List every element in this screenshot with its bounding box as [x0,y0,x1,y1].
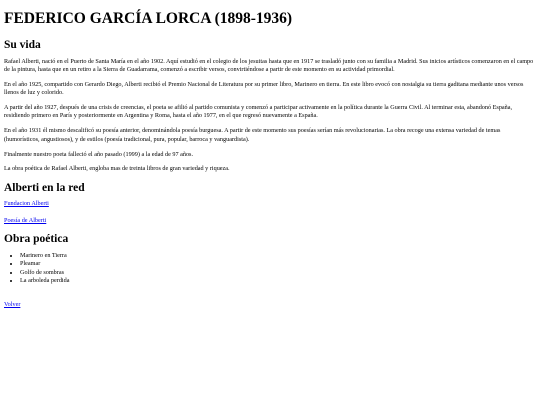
link-poesia-de-alberti[interactable]: Poesía de Alberti [4,216,47,224]
works-list [4,252,536,285]
paragraph-birth: Rafael Alberti, nació en el Puerto de Santa María en el año 1902. Aquí estudió en el colegio de los jesuitas hasta que en 1917 se trasladó junto con su familia a Madrid. Sus inicios artísticos comenzaron en el campo de la pintura, hasta que en un retiro a la Sierra de Guadarrama, comenzó a escribir versos, convirtiéndose a partir de este momento en su actividad primordial. [4,57,534,74]
link-fundacion-alberti[interactable]: Fundacion Alberti [4,200,49,208]
heading-obra-poetica: Obra poética [4,233,69,246]
list-item: • Pleamar [20,260,536,268]
list-item: • Marinero en Tierra [20,252,536,260]
paragraph-prize: En el año 1925, compartido con Gerardo Diego, Alberti recibió el Premio Nacional de Literatura por su primer libro, Marinero en tierra. En este libro evocó con nostalgia su tierra gaditana mediante unos versos llenos de luz y colorido. [4,80,524,97]
paragraph-works-summary: La obra poética de Rafael Alberti, engloba mas de treinta libros de gran variedad y riqueza. [4,165,230,173]
page-title: FEDERICO GARCÍA LORCA (1898-1936) [4,10,293,27]
list-item: • La arboleda perdida [20,277,536,285]
paragraph-revolution: En el año 1931 él mismo descalificó su poesía anterior, denominándola poesía burguesa. A partir de este momento sus poesías serían más revolucionarias. La obra recoge una extensa variedad de temas (humorísticos, angustiosos), y de estilos (poesía tradicional, pura, popular, barroca y vanguardista). [4,127,501,143]
link-container-poesia [4,217,536,225]
paragraph-death: Finalmente nuestro poeta falleció el año pasado (1999) a la edad de 97 años. [4,150,193,158]
paragraph-politics: A partir del año 1927, después de una crisis de creencias, el poeta se afilió al partido comunista y comenzó a participar activamente en la política durante la Guerra Civil. Al terminar esta, abandonó España, residiendo primero en París y posteriormente en Argentina y Roma, hasta el año 1977, en el que regresó nuevamente a España. [4,104,513,120]
heading-alberti-en-la-red: Alberti en la red [4,181,85,194]
list-item: • Golfo de sombras [20,269,536,277]
link-container-fundacion [4,200,536,208]
heading-su-vida: Su vida [4,39,41,52]
back-link[interactable]: Volver [4,301,21,309]
